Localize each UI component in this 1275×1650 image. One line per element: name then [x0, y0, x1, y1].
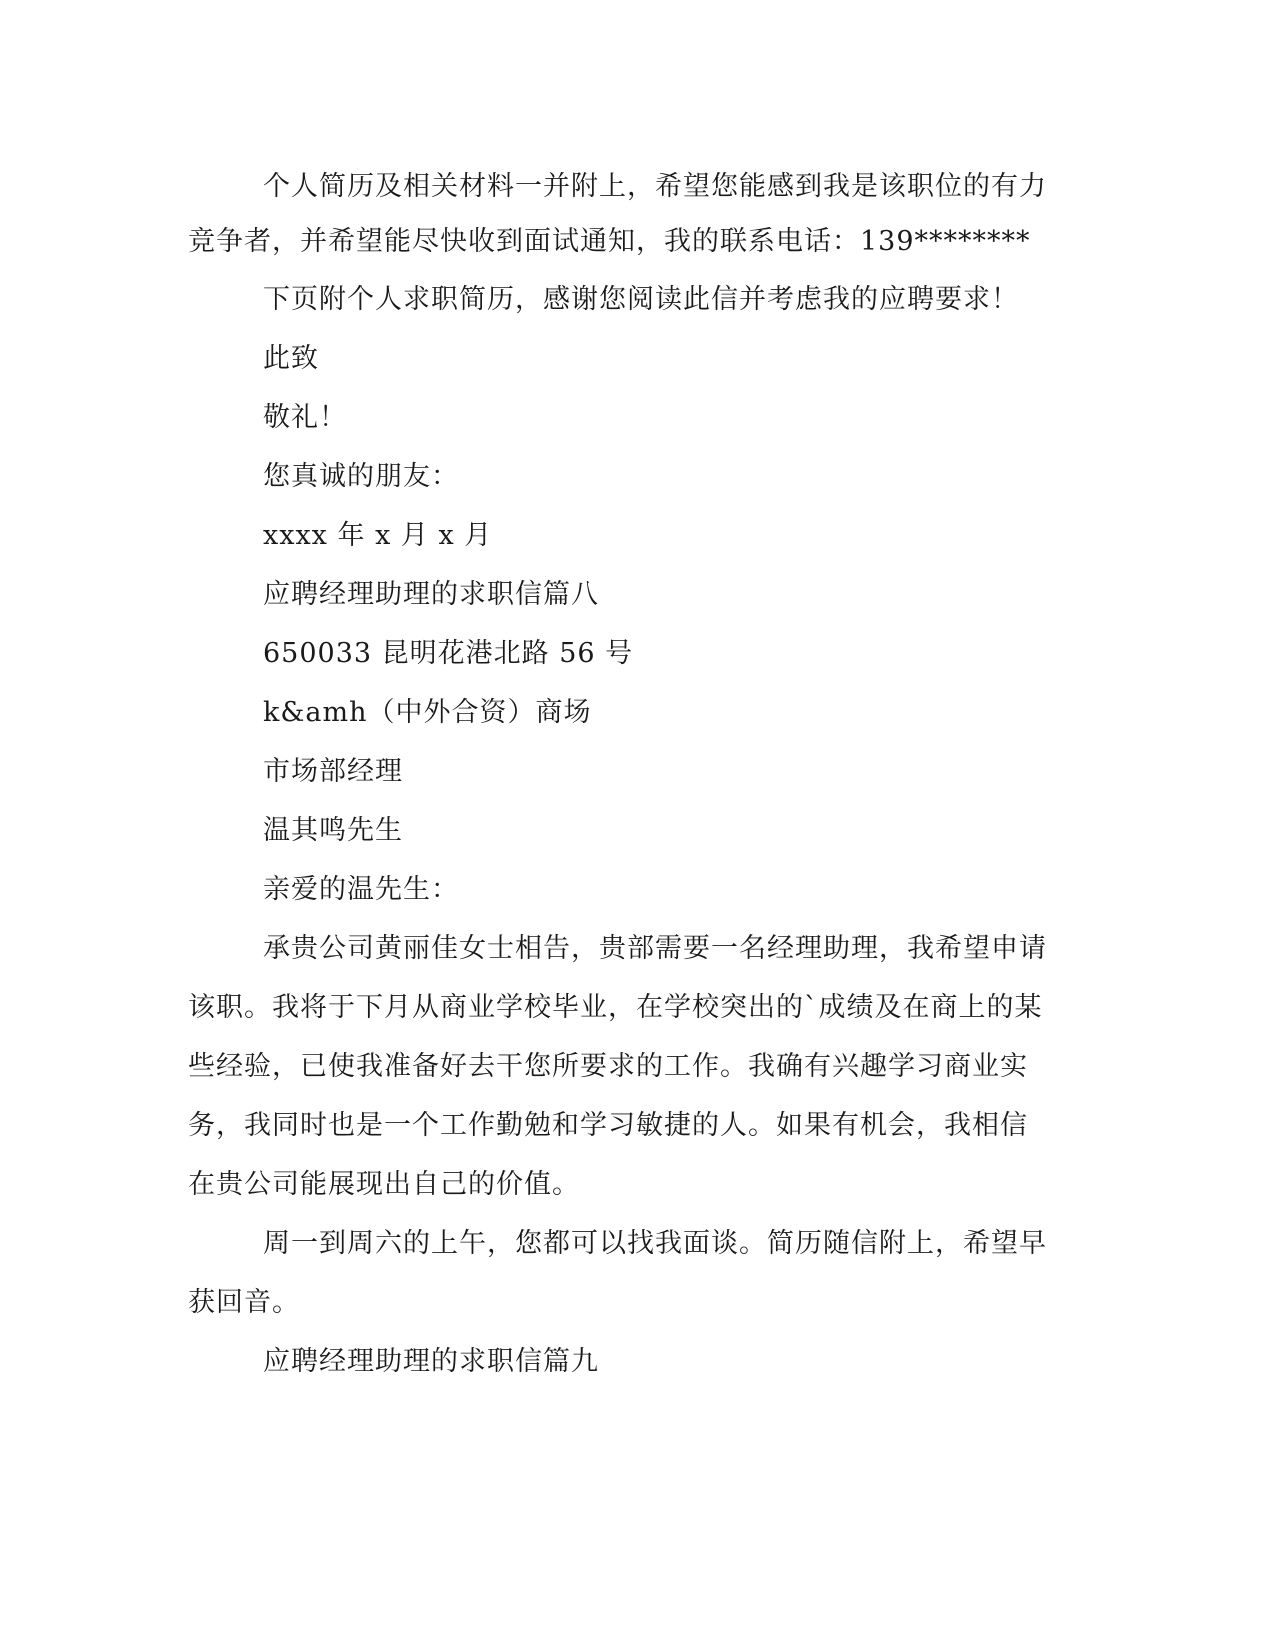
paragraph-line: 些经验，已使我准备好去干您所要求的工作。我确有兴趣学习商业实	[188, 1051, 1028, 1082]
paragraph-line: 下页附个人求职简历，感谢您阅读此信并考虑我的应聘要求！	[263, 284, 1019, 315]
section-heading: 应聘经理助理的求职信篇八	[263, 579, 599, 610]
paragraph-line: 竞争者，并希望能尽快收到面试通知，我的联系电话：139********	[188, 226, 1031, 257]
salutation-line: 敬礼！	[263, 402, 347, 433]
greeting-line: 亲爱的温先生：	[263, 874, 459, 905]
salutation-line: 此致	[263, 343, 319, 374]
paragraph-line: 该职。我将于下月从商业学校毕业，在学校突出的`成绩及在商上的某	[188, 992, 1043, 1023]
address-line: k&amh（中外合资）商场	[263, 697, 592, 728]
paragraph-line: 务，我同时也是一个工作勤勉和学习敏捷的人。如果有机会，我相信	[188, 1110, 1028, 1141]
paragraph-line: 在贵公司能展现出自己的价值。	[188, 1169, 580, 1200]
paragraph-line: 承贵公司黄丽佳女士相告，贵部需要一名经理助理，我希望申请	[263, 933, 1047, 964]
address-line: 市场部经理	[263, 756, 403, 787]
section-heading: 应聘经理助理的求职信篇九	[263, 1346, 599, 1377]
paragraph-line: 获回音。	[188, 1287, 300, 1318]
address-line: 650033 昆明花港北路 56 号	[263, 638, 634, 669]
date-line: xxxx 年 x 月 x 月	[263, 520, 493, 551]
paragraph-line: 周一到周六的上午，您都可以找我面谈。简历随信附上，希望早	[263, 1228, 1047, 1259]
signature-line: 您真诚的朋友：	[263, 461, 459, 492]
address-line: 温其鸣先生	[263, 815, 403, 846]
paragraph-line: 个人简历及相关材料一并附上，希望您能感到我是该职位的有力	[263, 171, 1047, 202]
